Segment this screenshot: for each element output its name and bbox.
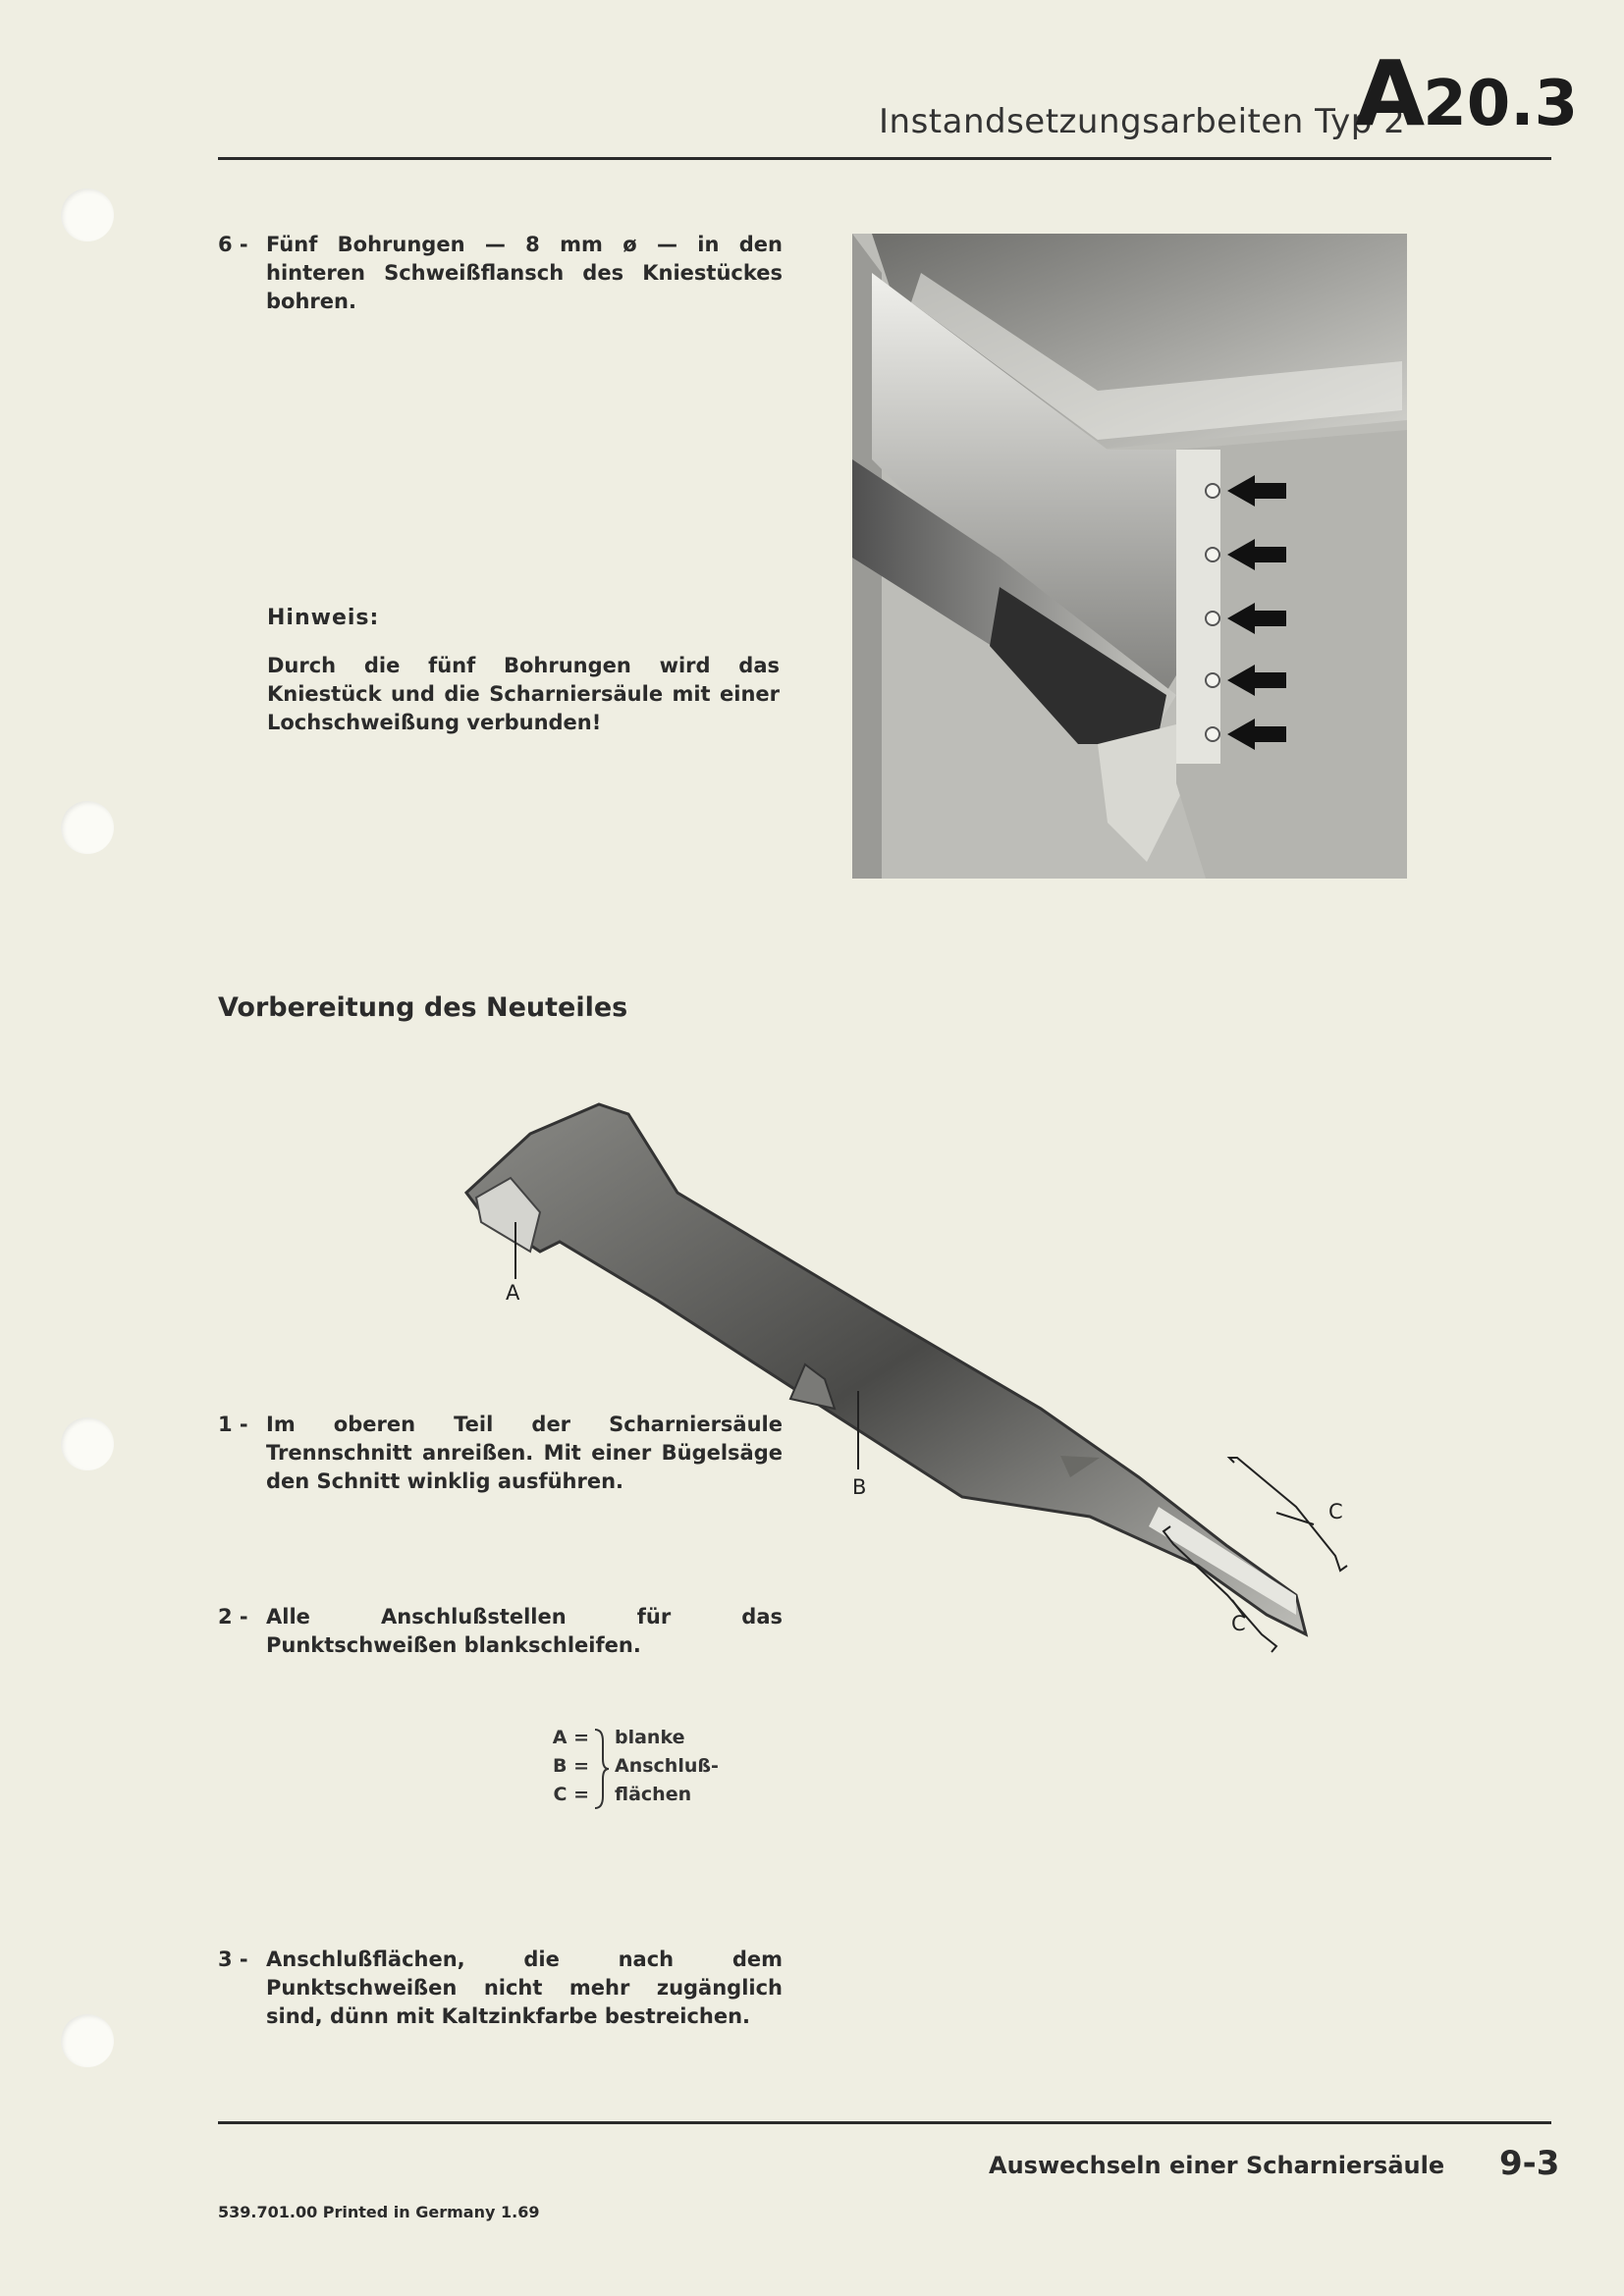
legend-value-3: flächen: [615, 1784, 692, 1805]
section-code-number: 20.3: [1423, 68, 1579, 140]
legend: [530, 1724, 766, 1812]
legend-values: [615, 1724, 719, 1809]
legend-value-1: blanke: [615, 1727, 685, 1748]
diagram-label-c-lower: C: [1231, 1612, 1246, 1635]
step-2: [218, 1603, 783, 1662]
step-3: [218, 1946, 783, 2034]
diagram-label-b: B: [852, 1475, 867, 1499]
step-text: Alle Anschlußstellen für das Punktschweißen blankschleifen.: [266, 1605, 783, 1657]
section-code-letter: A: [1355, 41, 1424, 146]
legend-value-2: Anschluß-: [615, 1755, 719, 1777]
binder-hole-3: [61, 1417, 114, 1470]
step-number: 6 -: [218, 233, 248, 256]
binder-hole-2: [61, 801, 114, 854]
header-rule: [218, 157, 1551, 160]
footer-rule: [218, 2121, 1551, 2124]
print-info: 539.701.00 Printed in Germany 1.69: [218, 2203, 540, 2221]
knee-piece-photo-graphic: [852, 234, 1407, 879]
page-header-title: Instandsetzungsarbeiten Typ 2: [879, 102, 1406, 141]
note-heading: Hinweis:: [267, 606, 380, 630]
new-part-diagram: [452, 1085, 1414, 1693]
page-number: 9-3: [1499, 2144, 1560, 2183]
legend-brace: [591, 1728, 611, 1810]
step-1: [218, 1411, 783, 1499]
step-text: Im oberen Teil der Scharniersäule Trennschnitt anreißen. Mit einer Bügelsäge den Schnitt winklig ausführen.: [266, 1413, 783, 1493]
step-number: 3 -: [218, 1948, 248, 1971]
note-text: Durch die fünf Bohrungen wird das Kniestück und die Scharniersäule mit einer Lochschweißung verbunden!: [267, 654, 780, 734]
section-code: [1355, 41, 1578, 146]
legend-key-a: A =: [552, 1727, 589, 1748]
step-number: 1 -: [218, 1413, 248, 1436]
step-number: 2 -: [218, 1605, 248, 1629]
diagram-label-a: A: [506, 1281, 520, 1305]
binder-hole-1: [61, 188, 114, 241]
step-6: [218, 231, 783, 313]
diagram-label-c-upper: C: [1328, 1500, 1343, 1523]
legend-keys: [530, 1724, 589, 1809]
binder-hole-4: [61, 2014, 114, 2067]
section-heading: Vorbereitung des Neuteiles: [218, 992, 628, 1023]
legend-key-c: C =: [553, 1784, 589, 1805]
knee-piece-photo: [852, 234, 1407, 879]
hinge-pillar-drawing: [452, 1085, 1414, 1693]
legend-key-b: B =: [552, 1755, 589, 1777]
step-text: Fünf Bohrungen — 8 mm ø — in den hinteren Schweißflansch des Kniestückes bohren.: [266, 233, 783, 313]
chapter-title: Auswechseln einer Scharniersäule: [989, 2152, 1445, 2179]
step-text: Anschlußflächen, die nach dem Punktschweißen nicht mehr zugänglich sind, dünn mit Kaltzinkfarbe bestreichen.: [266, 1948, 783, 2028]
